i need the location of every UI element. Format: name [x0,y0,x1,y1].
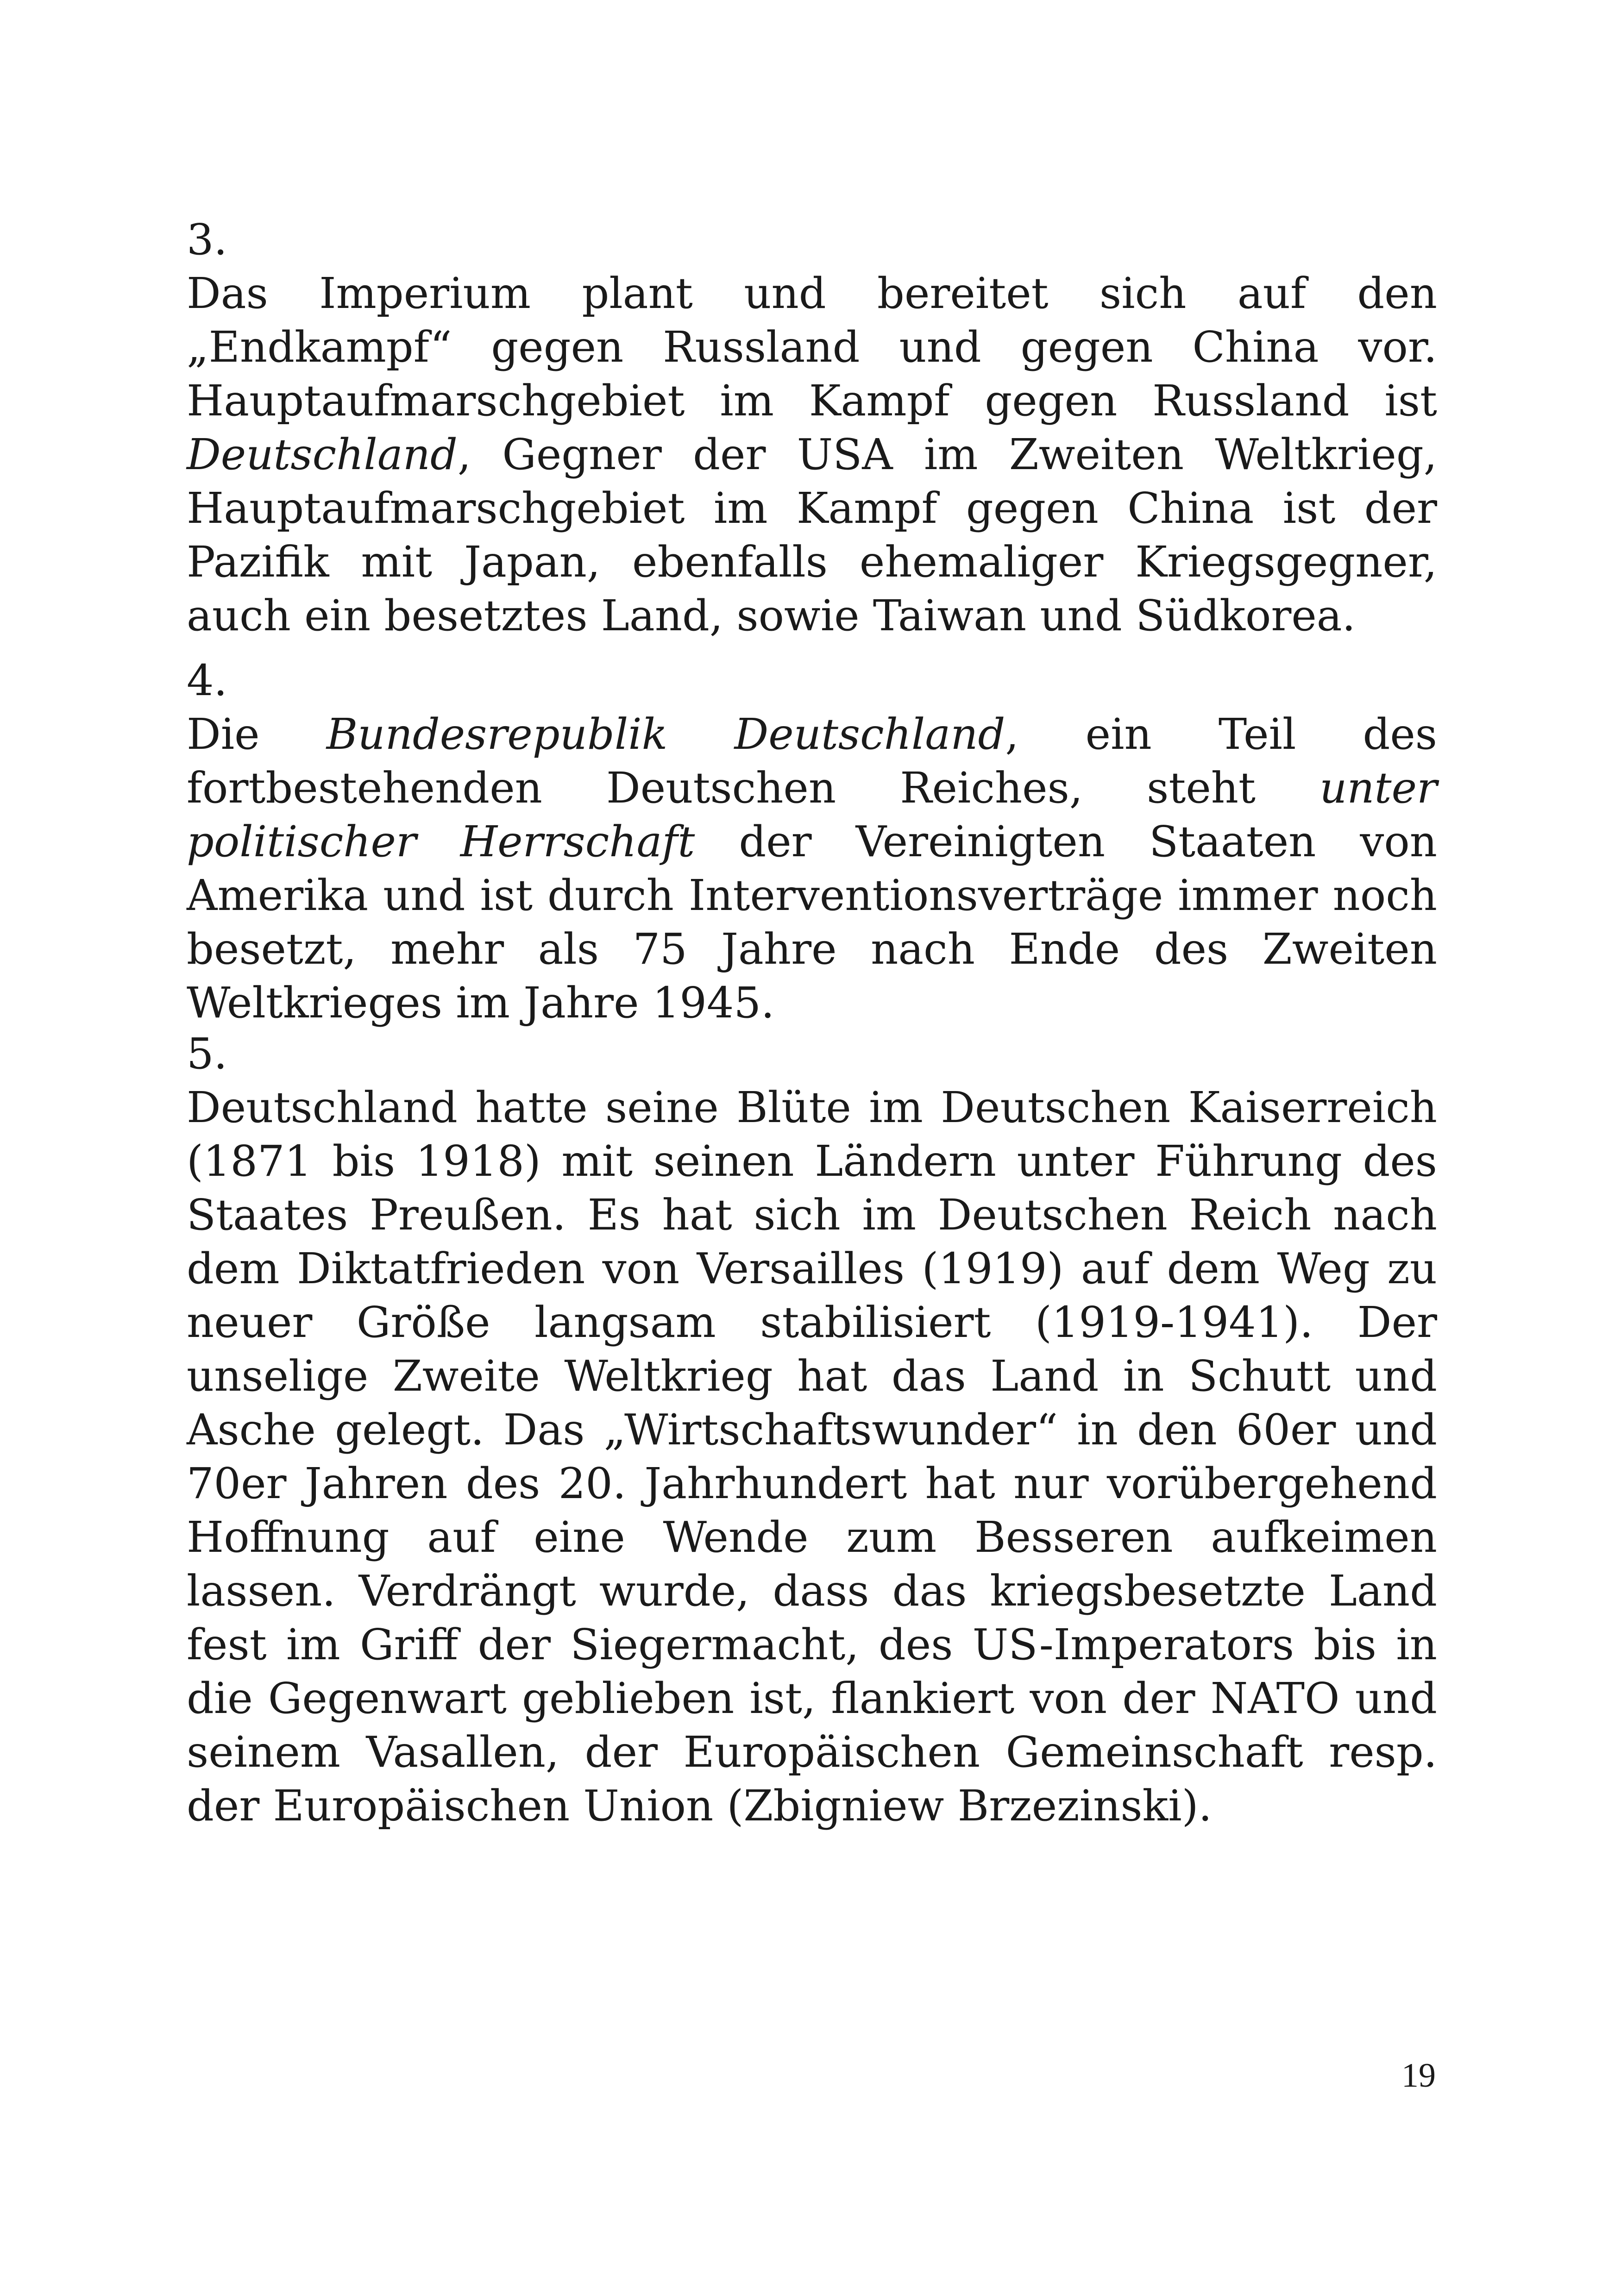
section-number: 4. [187,656,227,705]
text-run: Das Imperium plant und bereitet sich auf den „Endkampf“ gegen Russland und gegen China vor. Hauptaufmarschgebiet im Kampf gegen Russland ist [187,269,1437,426]
text-run: Die [187,709,327,759]
section-5 [187,1027,1437,1833]
section-paragraph [187,267,1437,643]
section-paragraph [187,708,1437,1030]
section-3 [187,213,1437,643]
section-paragraph [187,1081,1437,1833]
section-number: 5. [187,1029,227,1079]
text-run: , Gegner der USA im Zweiten Weltkrieg, Hauptaufmarschgebiet im Kampf gegen China ist der Pazifik mit Japan, ebenfalls ehemaliger Kriegsgegner, auch ein besetztes Land, sowie Taiwan und Südkorea. [187,430,1437,640]
italic-text-run: unter politischer Herrschaft [187,763,1437,866]
section-4 [187,654,1437,1030]
page-number: 19 [1401,2057,1436,2095]
italic-text-run: Deutschland [187,430,458,479]
text-run: Deutschland hatte seine Blüte im Deutschen Kaiserreich (1871 bis 1918) mit seinen Ländern unter Führung des Staates Preußen. Es hat sich im Deutschen Reich nach dem Diktatfrieden von Versailles (1919) auf dem Weg zu neuer Größe langsam stabilisiert (1919-1941). Der unselige Zweite Weltkrieg hat das Land in Schutt und Asche gelegt. Das „Wirtschaftswunder“ in den 60er und 70er Jahren des 20. Jahrhundert hat nur vorübergehend Hoffnung auf eine Wende zum Besseren aufkeimen lassen. Verdrängt wurde, dass das kriegsbesetzte Land fest im Griff der Siegermacht, des US-Imperators bis in die Gegenwart geblieben ist, flankiert von der NATO und seinem Vasallen, der Europäischen Gemeinschaft resp. der Europäischen Union (Zbigniew Brzezinski). [187,1083,1437,1831]
italic-text-run: Bundesrepublik Deutschland [326,709,1005,759]
text-run: der Vereinigten Staaten von Amerika und ist durch Interventionsverträge immer noch besetzt, mehr als 75 Jahre nach Ende des Zweiten Weltkrieges im Jahre 1945. [187,817,1437,1028]
section-number: 3. [187,215,227,264]
text-run: , ein Teil des fortbestehenden Deutschen Reiches, steht [187,709,1437,813]
